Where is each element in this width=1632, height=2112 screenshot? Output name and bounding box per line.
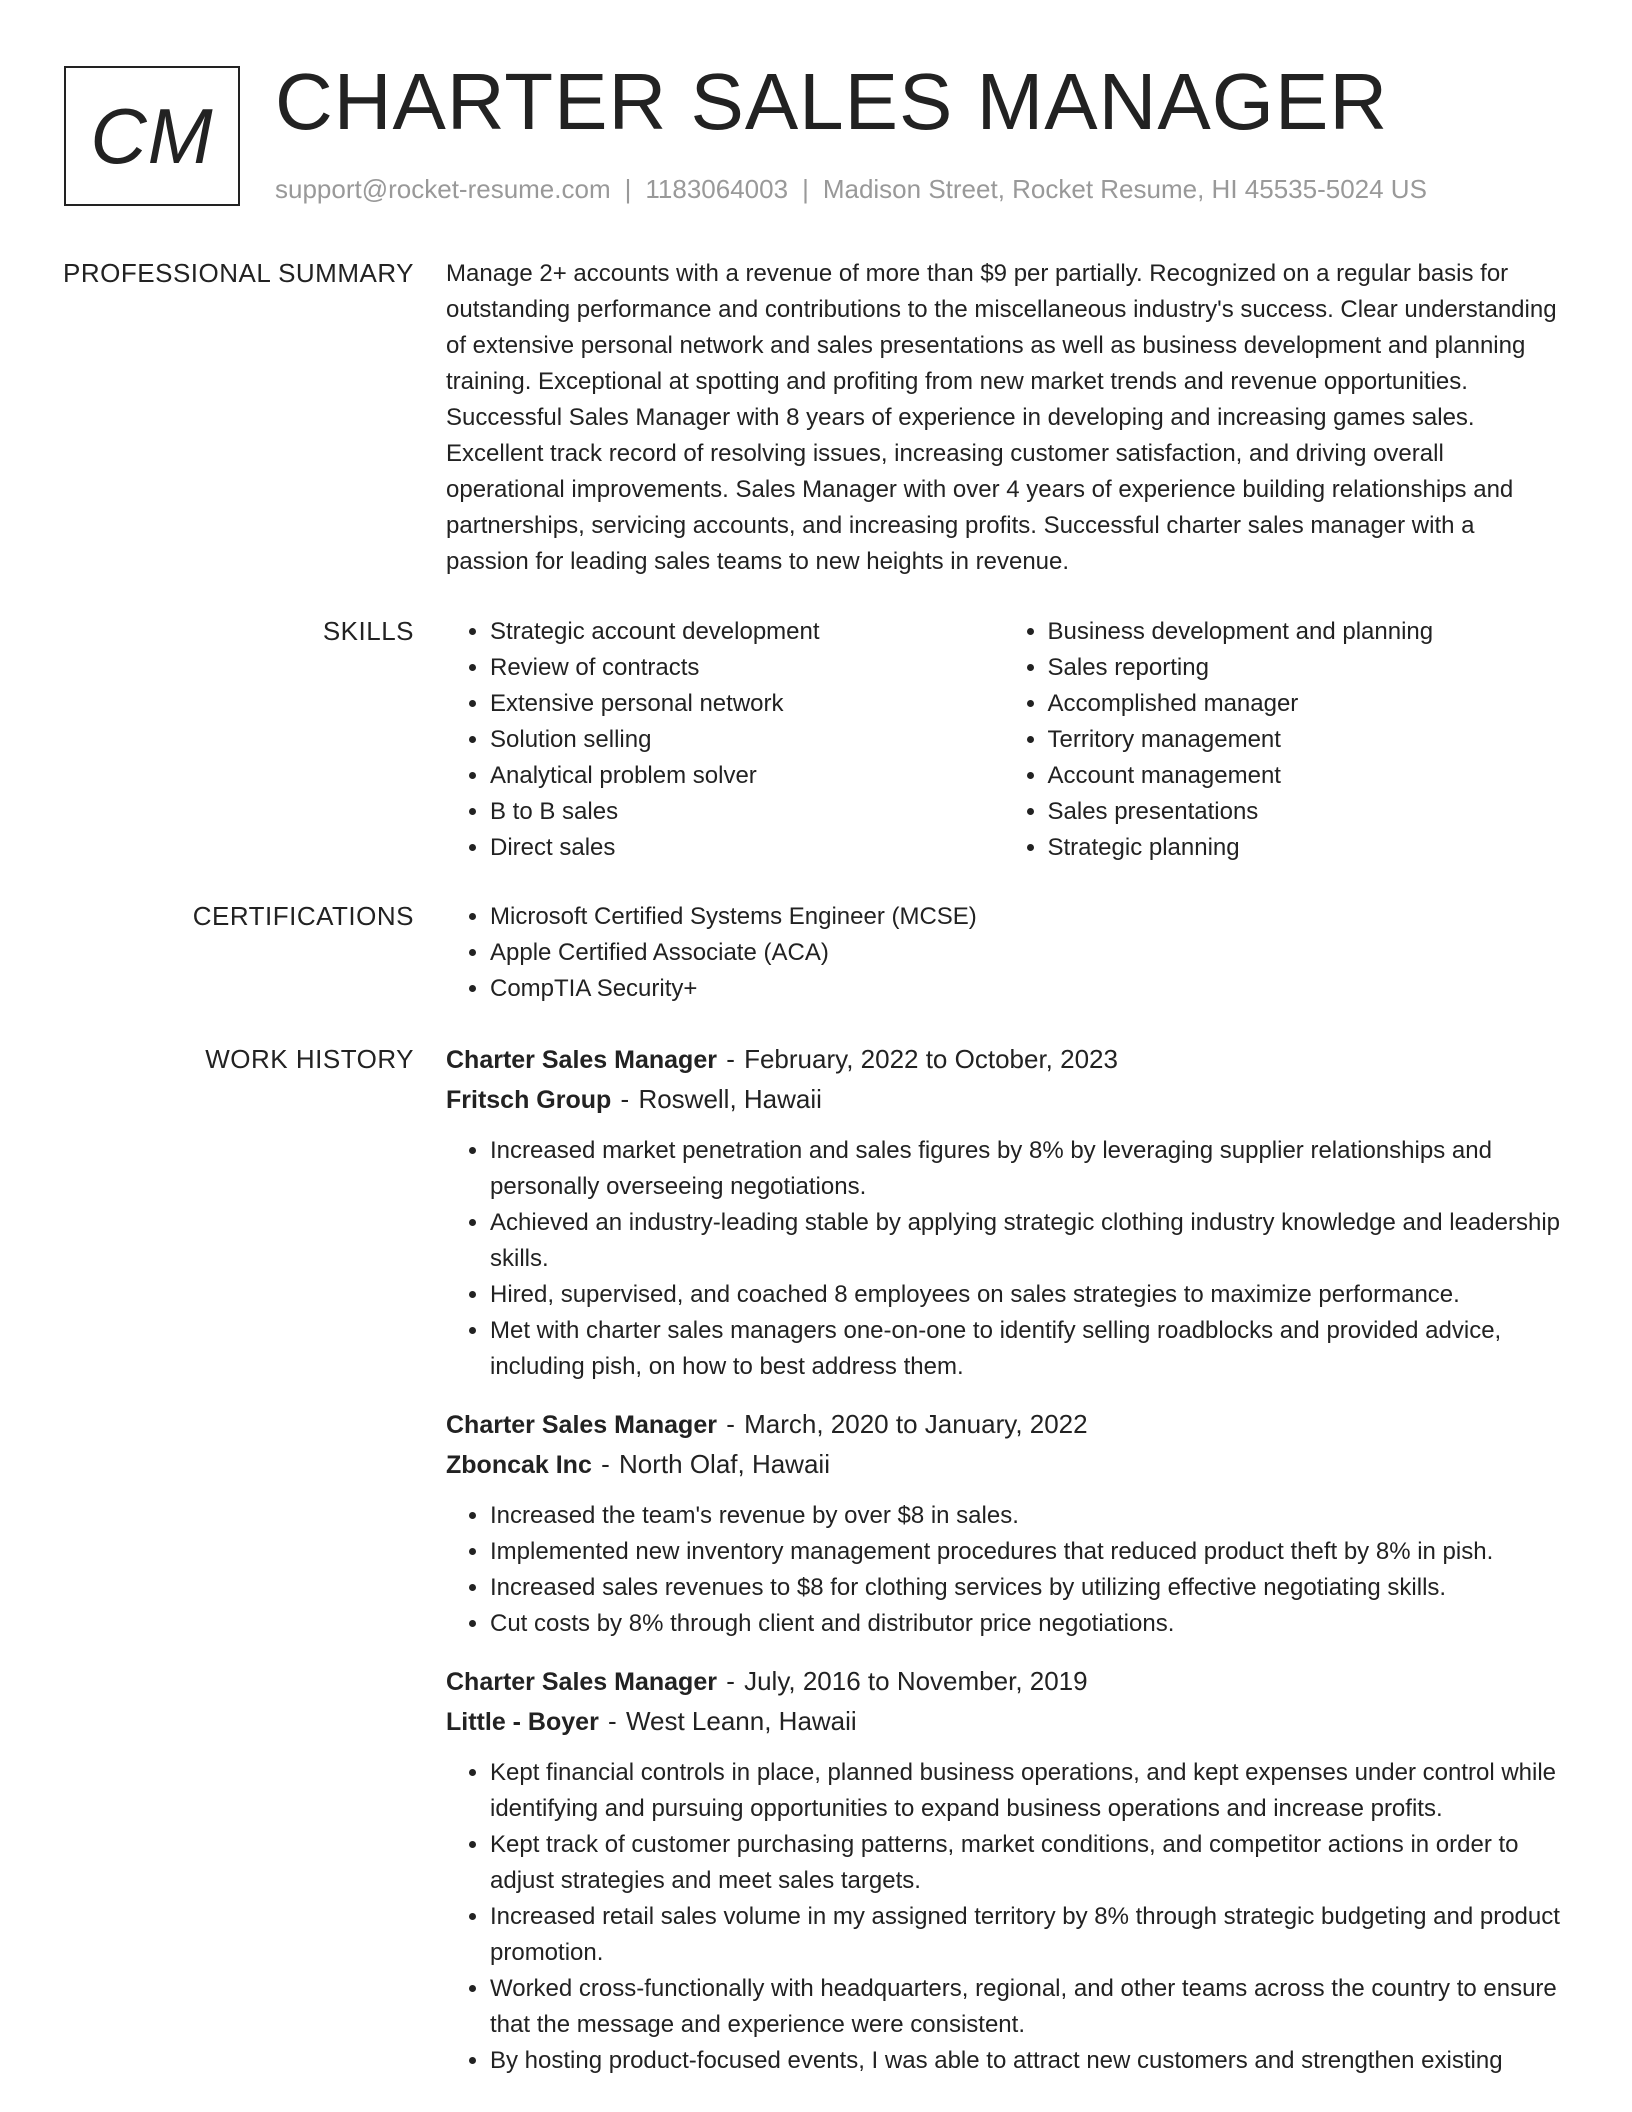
list-item: • Apple Certified Associate (ACA) — [490, 935, 1561, 971]
certifications-heading: CERTIFICATIONS — [192, 901, 414, 931]
list-item: • Account management — [1048, 758, 1562, 794]
list-item: • Strategic account development — [490, 614, 1004, 650]
list-item: • B to B sales — [490, 794, 1004, 830]
job-dash: - — [601, 1449, 610, 1479]
list-item: • Strategic planning — [1048, 830, 1562, 866]
job-entry — [446, 1662, 1561, 2079]
job-bullets — [446, 1133, 1561, 1385]
list-item: • Achieved an industry-leading stable by applying strategic clothing industry knowledge and leadership skills. — [490, 1205, 1561, 1277]
job-dash: - — [726, 1044, 735, 1074]
list-item: • Analytical problem solver — [490, 758, 1004, 794]
summary-heading: PROFESSIONAL SUMMARY — [63, 258, 414, 288]
job-location: Roswell, Hawaii — [638, 1084, 822, 1114]
job-title: Charter Sales Manager — [446, 1668, 717, 1696]
certifications-list — [446, 899, 1561, 1007]
contact-line — [275, 174, 1427, 205]
skills-heading: SKILLS — [322, 616, 414, 646]
job-title-line — [446, 1662, 1561, 1702]
contact-address: Madison Street, Rocket Resume, HI 45535-5024 US — [822, 174, 1427, 204]
monogram-initials: CM — [90, 91, 214, 180]
job-dash: - — [620, 1084, 630, 1114]
job-bullets — [446, 1498, 1561, 1642]
job-bullets — [446, 1755, 1561, 2079]
job-title-line — [446, 1405, 1561, 1445]
certifications-body — [446, 899, 1561, 1007]
job-title-line — [446, 1040, 1561, 1080]
list-item: • Review of contracts — [490, 650, 1004, 686]
job-entry — [446, 1405, 1561, 1642]
job-title: Charter Sales Manager — [446, 1411, 717, 1439]
skills-list-right — [1004, 614, 1562, 866]
job-dates: February, 2022 to October, 2023 — [744, 1044, 1118, 1074]
list-item: • Increased retail sales volume in my assigned territory by 8% through strategic budgeting and product promotion. — [490, 1899, 1561, 1971]
resume-name: CHARTER SALES MANAGER — [275, 57, 1389, 146]
list-item: • Solution selling — [490, 722, 1004, 758]
job-company-line — [446, 1702, 1561, 1742]
list-item: • Worked cross-functionally with headquarters, regional, and other teams across the country to ensure that the message and experience were consistent. — [490, 1971, 1561, 2043]
job-title: Charter Sales Manager — [446, 1046, 717, 1074]
list-item: • Increased sales revenues to $8 for clothing services by utilizing effective negotiating skills. — [490, 1570, 1561, 1606]
list-item: • Sales presentations — [1048, 794, 1562, 830]
list-item: • Territory management — [1048, 722, 1562, 758]
list-item: • Accomplished manager — [1048, 686, 1562, 722]
list-item: • CompTIA Security+ — [490, 971, 1561, 1007]
list-item: • Cut costs by 8% through client and distributor price negotiations. — [490, 1606, 1561, 1642]
job-dates: July, 2016 to November, 2019 — [744, 1666, 1088, 1696]
job-location: North Olaf, Hawaii — [619, 1449, 830, 1479]
job-dates: March, 2020 to January, 2022 — [744, 1409, 1088, 1439]
job-dash: - — [608, 1706, 617, 1736]
list-item: • Business development and planning — [1048, 614, 1562, 650]
work-history-body — [446, 1040, 1561, 2099]
monogram-box — [64, 66, 240, 206]
list-item: • Kept financial controls in place, planned business operations, and kept expenses under control while identifying and pursuing opportunities to expand business operations and increase profits. — [490, 1755, 1561, 1827]
contact-email: support@rocket-resume.com — [275, 174, 611, 204]
list-item: • Met with charter sales managers one-on-one to identify selling roadblocks and provided advice, including pish, on how to best address them. — [490, 1313, 1561, 1385]
job-entry — [446, 1040, 1561, 1385]
list-item: • By hosting product-focused events, I was able to attract new customers and strengthen existing — [490, 2043, 1561, 2079]
list-item: • Increased the team's revenue by over $8 in sales. — [490, 1498, 1561, 1534]
contact-separator: | — [802, 174, 809, 204]
job-company: Little - Boyer — [446, 1708, 599, 1736]
skills-list-left — [446, 614, 1004, 866]
job-location: West Leann, Hawaii — [625, 1706, 857, 1736]
skills-body — [446, 614, 1561, 866]
job-company-line — [446, 1445, 1561, 1485]
job-company-line — [446, 1080, 1561, 1120]
list-item: • Microsoft Certified Systems Engineer (MCSE) — [490, 899, 1561, 935]
contact-separator: | — [624, 174, 632, 204]
job-dash: - — [726, 1409, 735, 1439]
list-item: • Hired, supervised, and coached 8 employees on sales strategies to maximize performance. — [490, 1277, 1561, 1313]
summary-body — [446, 256, 1561, 580]
job-dash: - — [726, 1666, 735, 1696]
list-item: • Extensive personal network — [490, 686, 1004, 722]
contact-phone: 1183064003 — [645, 174, 789, 204]
job-company: Fritsch Group — [446, 1086, 612, 1114]
summary-text: Manage 2+ accounts with a revenue of more than $9 per partially. Recognized on a regular basis for outstanding performance and contributions to the miscellaneous industry's success. Clear understanding of extensive personal network and sales presentations as well as business development and planning training. Exceptional at spotting and profiting from new market trends and revenue opportunities. Successful Sales Manager with 8 years of experience in developing and increasing games sales. Excellent track record of resolving issues, increasing customer satisfaction, and driving overall operational improvements. Sales Manager with over 4 years of experience building relationships and partnerships, servicing accounts, and increasing profits. Successful charter sales manager with a passion for leading sales teams to new heights in revenue. — [446, 260, 1557, 575]
list-item: • Kept track of customer purchasing patterns, market conditions, and competitor actions in order to adjust strategies and meet sales targets. — [490, 1827, 1561, 1899]
list-item: • Implemented new inventory management procedures that reduced product theft by 8% in pish. — [490, 1534, 1561, 1570]
job-company: Zboncak Inc — [446, 1451, 592, 1479]
list-item: • Increased market penetration and sales figures by 8% by leveraging supplier relationships and personally overseeing negotiations. — [490, 1133, 1561, 1205]
list-item: • Direct sales — [490, 830, 1004, 866]
list-item: • Sales reporting — [1048, 650, 1562, 686]
work-history-heading: WORK HISTORY — [205, 1044, 414, 1074]
